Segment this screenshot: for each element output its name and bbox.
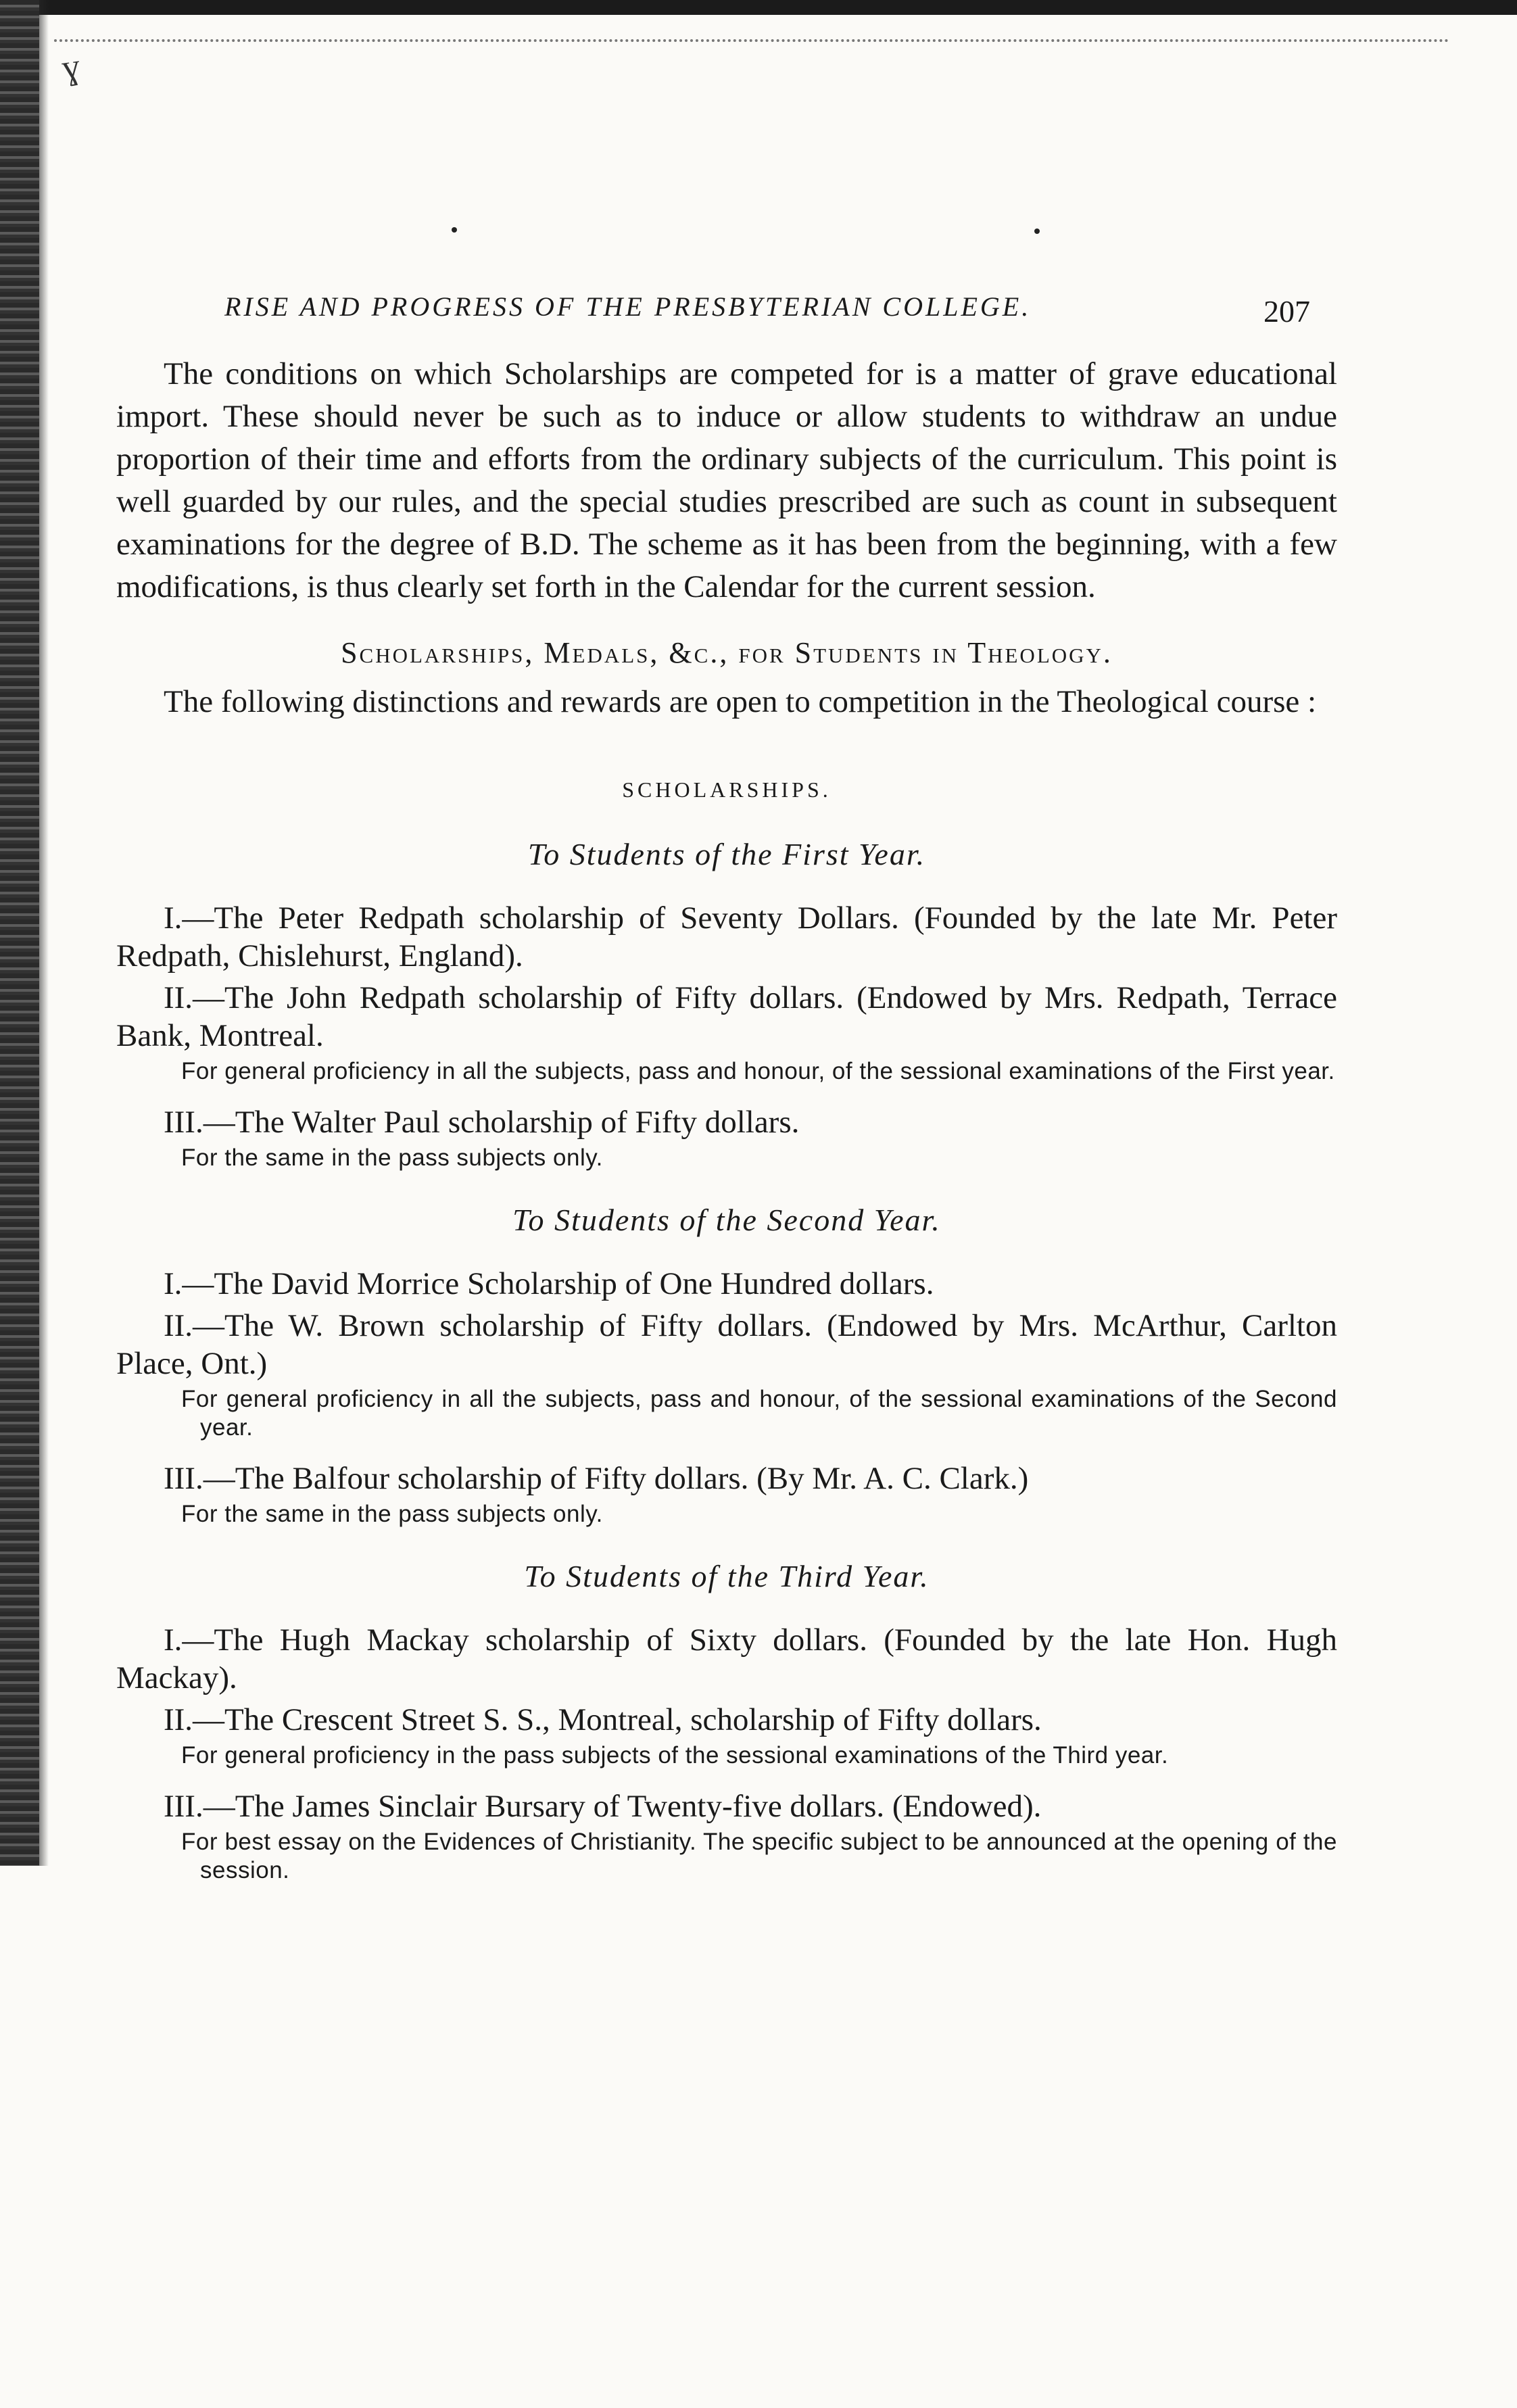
scholarship-entry: I.—The David Morrice Scholarship of One Hundred dollars. xyxy=(164,1266,934,1301)
scholarship-entry: III.—The Balfour scholarship of Fifty dollars. (By Mr. A. C. Clark.) xyxy=(164,1461,1029,1496)
corner-ink-mark: ɣ xyxy=(59,47,82,88)
scholarship-entry: I.—The Peter Redpath scholarship of Seventy Dollars. (Founded by the late Mr. Peter Redpath, Chislehurst, England). xyxy=(116,900,1337,973)
year-heading: To Students of the Third Year. xyxy=(524,1559,930,1593)
scholarship-entry: III.—The Walter Paul scholarship of Fifty dollars. xyxy=(164,1105,800,1140)
scholarship-entry: III.—The James Sinclair Bursary of Twenty-five dollars. (Endowed). xyxy=(164,1789,1042,1824)
running-title: RISE AND PROGRESS OF THE PRESBYTERIAN COLLEGE. xyxy=(224,291,1032,322)
ink-speck xyxy=(452,227,457,233)
scholarship-note: For the same in the pass subjects only. xyxy=(181,1145,603,1171)
scholarship-entry: II.—The W. Brown scholarship of Fifty dollars. (Endowed by Mrs. McArthur, Carlton Place, Ont.) xyxy=(116,1308,1337,1381)
scholarship-entry: II.—The Crescent Street S. S., Montreal, scholarship of Fifty dollars. xyxy=(164,1702,1042,1737)
lead-paragraph: The following distinctions and rewards are open to competition in the Theological course : xyxy=(164,684,1317,719)
ink-speck xyxy=(1034,228,1040,234)
year-heading: To Students of the First Year. xyxy=(527,837,926,871)
scholarship-note: For best essay on the Evidences of Christianity. The specific subject to be announced at the opening of the session. xyxy=(181,1829,1337,1883)
scholarship-note: For the same in the pass subjects only. xyxy=(181,1501,603,1527)
book-spine-shadow xyxy=(0,0,39,1866)
year-section-third xyxy=(116,1558,1337,1885)
year-section-first xyxy=(116,836,1337,1172)
scholarship-note: For general proficiency in all the subjects, pass and honour, of the sessional examinations of the Second year. xyxy=(181,1386,1337,1441)
scan-top-edge xyxy=(0,0,1517,53)
scholarship-note: For general proficiency in the pass subjects of the sessional examinations of the Third year. xyxy=(181,1742,1169,1768)
page-content xyxy=(116,270,1337,1902)
scholarships-heading: SCHOLARSHIPS. xyxy=(622,777,832,802)
scholarship-entry: I.—The Hugh Mackay scholarship of Sixty dollars. (Founded by the late Hon. Hugh Mackay). xyxy=(116,1622,1337,1695)
scholarship-entry: II.—The John Redpath scholarship of Fifty dollars. (Endowed by Mrs. Redpath, Terrace Bank, Montreal. xyxy=(116,980,1337,1053)
running-header xyxy=(116,270,1337,338)
year-heading: To Students of the Second Year. xyxy=(512,1203,941,1237)
intro-paragraph: The conditions on which Scholarships are competed for is a matter of grave educational import. These should never be such as to induce or allow students to withdraw an undue proportion of their time and efforts from the ordinary subjects of the curriculum. This point is well guarded by our rules, and the special studies prescribed are such as count in subsequent examinations for the degree of B.D. The scheme as it has been from the beginning, with a few modifications, is thus clearly set forth in the Calendar for the current session. xyxy=(116,356,1337,604)
year-section-second xyxy=(116,1202,1337,1528)
page-number: 207 xyxy=(1263,294,1310,329)
section-heading: Scholarships, Medals, &c., for Students in Theology. xyxy=(341,636,1113,669)
scholarship-note: For general proficiency in all the subjects, pass and honour, of the sessional examinations of the First year. xyxy=(181,1058,1335,1084)
